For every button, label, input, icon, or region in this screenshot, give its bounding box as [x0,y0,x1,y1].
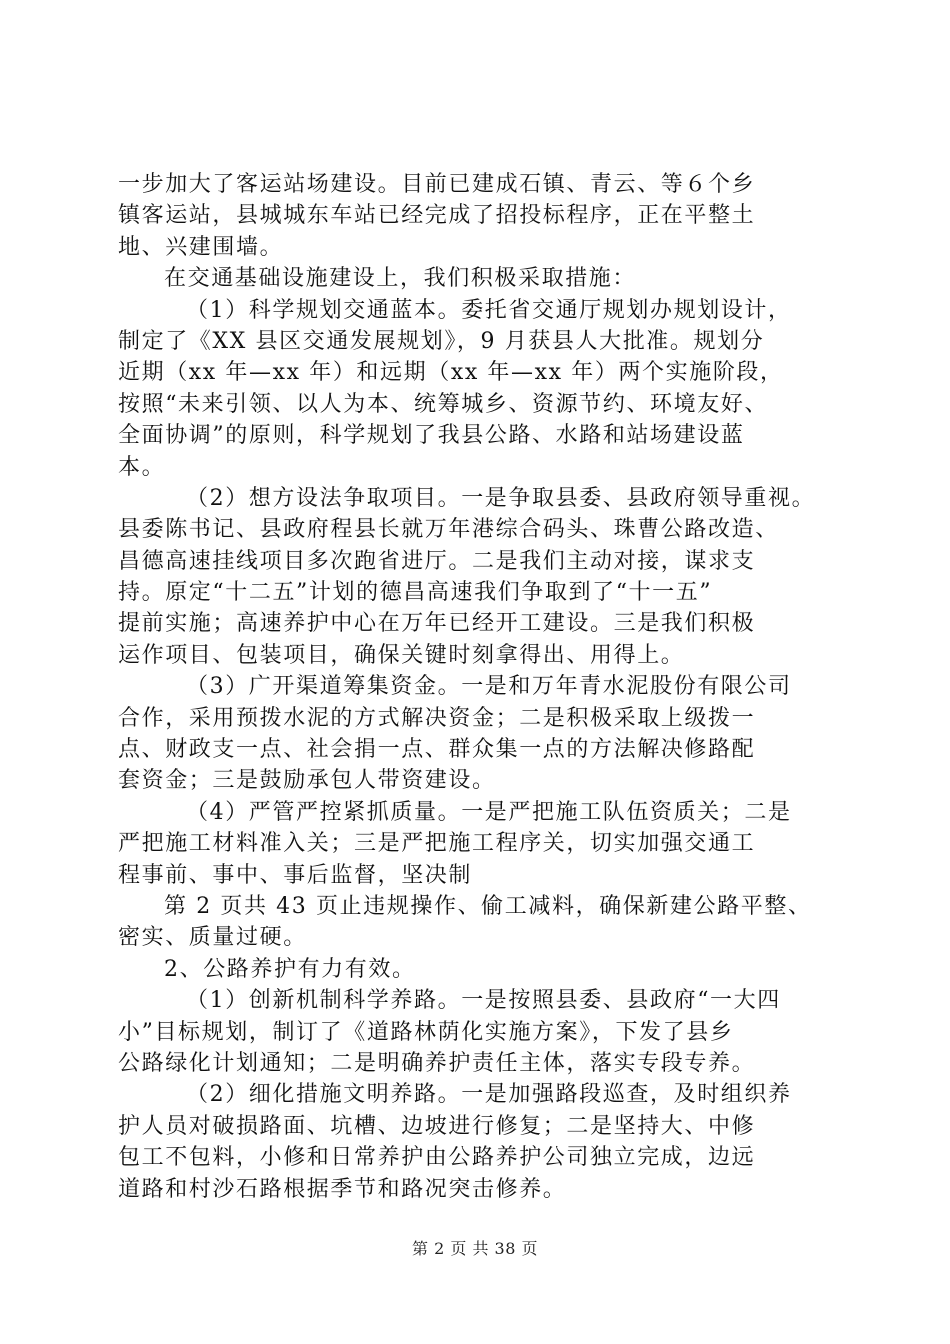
text-line: 第 2 页共 43 页止违规操作、偷工减料，确保新建公路平整、 [164,893,812,919]
text-line: 点、财政支一点、社会捐一点、群众集一点的方法解决修路配 [118,737,756,763]
text-line: （1）创新机制科学养路。一是按照县委、县政府“一大四 [186,988,781,1014]
text-line: 镇客运站，县城城东车站已经完成了招投标程序，正在平整土 [118,203,756,229]
text-line: 套资金；三是鼓励承包人带资建设。 [118,768,496,794]
text-line: 县委陈书记、县政府程县长就万年港综合码头、珠曹公路改造、 [118,517,779,543]
text-line: 严把施工材料准入关；三是严把施工程序关，切实加强交通工 [118,831,756,857]
text-line: （4）严管严控紧抓质量。一是严把施工队伍资质关；二是 [186,799,792,825]
text-line: 在交通基础设施建设上，我们积极采取措施： [164,266,637,292]
text-line: 一步加大了客运站场建设。目前已建成石镇、青云、等６个乡 [118,172,756,197]
text-line: 地、兴建围墙。 [118,234,284,260]
text-line: 持。原定“十二五”计划的德昌高速我们争取到了“十一五” [118,580,713,606]
text-line: 全面协调”的原则，科学规划了我县公路、水路和站场建设蓝 [118,423,745,449]
text-line: 制定了《XX 县区交通发展规划》，9 月获县人大批准。规划分 [118,328,765,354]
text-line: （1）科学规划交通蓝本。委托省交通厅规划办规划设计， [186,297,792,323]
text-line: 道路和村沙石路根据季节和路况突击修养。 [118,1176,567,1202]
text-line: 本。 [118,454,166,480]
text-line: 程事前、事中、事后监督，坚决制 [118,862,473,888]
text-line: 小”目标规划，制订了《道路林荫化实施方案》，下发了县乡 [118,1019,734,1045]
text-line: 按照“未来引领、以人为本、统筹城乡、资源节约、环境友好、 [118,391,769,417]
text-line: 近期（xx 年—xx 年）和远期（xx 年—xx 年）两个实施阶段， [118,360,784,386]
text-line: 2、公路养护有力有效。 [164,956,416,982]
text-line: 合作，采用预拨水泥的方式解决资金；二是积极采取上级拨一 [118,705,756,731]
text-line: 包工不包料，小修和日常养护由公路养护公司独立完成，边远 [118,1145,756,1171]
text-line: 护人员对破损路面、坑槽、边坡进行修复；二是坚持大、中修 [118,1113,756,1139]
text-line: （2）细化措施文明养路。一是加强路段巡查，及时组织养 [186,1082,792,1108]
body-text [118,169,830,1205]
page-footer: 第 2 页 共 38 页 [412,1239,538,1258]
text-line: （3）广开渠道筹集资金。一是和万年青水泥股份有限公司 [186,674,792,700]
text-line: 公路绿化计划通知；二是明确养护责任主体，落实专段专养。 [118,1050,756,1076]
text-line: 提前实施；高速养护中心在万年已经开工建设。三是我们积极 [118,611,756,637]
text-line: （2）想方设法争取项目。一是争取县委、县政府领导重视。 [186,485,816,511]
text-line: 密实、质量过硬。 [118,925,307,951]
text-line: 运作项目、包装项目，确保关键时刻拿得出、用得上。 [118,642,685,668]
text-line: 昌德高速挂线项目多次跑省进厅。二是我们主动对接，谋求支 [118,548,756,574]
